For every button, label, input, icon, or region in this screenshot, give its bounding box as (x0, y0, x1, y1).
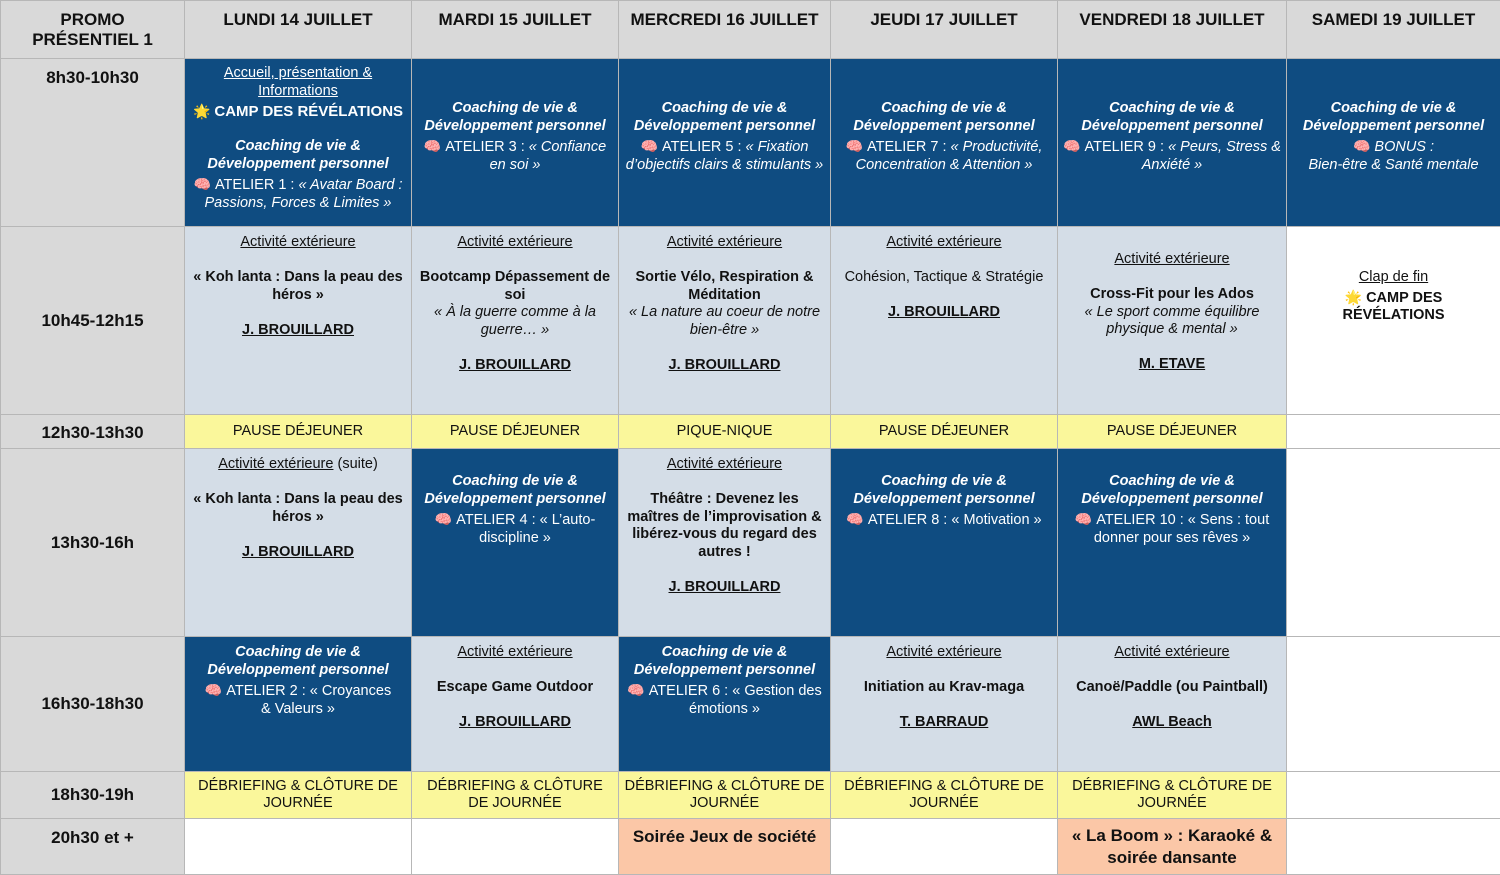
slot-thu-debrief[interactable]: DÉBRIEFING & CLÔTURE DE JOURNÉE (831, 772, 1058, 819)
brain-icon (627, 683, 648, 699)
brain-icon (1075, 512, 1096, 528)
time-label: 18h30-19h (1, 772, 185, 819)
coaching-line2: Développement personnel (1081, 117, 1263, 134)
day-header-wednesday: MERCREDI 16 JUILLET (619, 1, 831, 59)
slot-fri-lunch[interactable]: PAUSE DÉJEUNER (1058, 415, 1287, 449)
slot-row (1, 819, 1500, 875)
slot-mon-morning[interactable] (185, 59, 412, 227)
slot-wed-late-afternoon[interactable] (619, 637, 831, 772)
time-label: 12h30-13h30 (1, 415, 185, 449)
activity-title: « Koh lanta : Dans la peau des héros » (193, 269, 403, 303)
day-header-tuesday: MARDI 15 JUILLET (412, 1, 619, 59)
activity-title: Bootcamp Dépassement de soi (419, 269, 611, 303)
atelier-line: 🧠 ATELIER 8 : « Motivation » (836, 511, 1052, 530)
coaching-line1: Coaching de vie & (235, 138, 361, 154)
activity-title: Cohésion, Tactique & Stratégie (844, 269, 1044, 285)
atelier-line: 🧠 ATELIER 2 : « Croyances & Valeurs » (190, 682, 406, 718)
slot-sat-evening[interactable] (1287, 819, 1500, 875)
coaching-line2: Développement personnel (207, 661, 389, 678)
slot-sat-morning[interactable] (1287, 59, 1500, 227)
slot-fri-late-morning[interactable] (1058, 227, 1287, 415)
brain-icon (1353, 139, 1374, 155)
day-header-friday: VENDREDI 18 JUILLET (1058, 1, 1287, 59)
activity-label: Activité extérieure (666, 456, 783, 472)
slot-mon-late-morning[interactable] (185, 227, 412, 415)
coaching-line2: Développement personnel (1302, 117, 1485, 134)
activity-subtitle: « À la guerre comme à la guerre… » (434, 304, 596, 338)
instructor: J. BROUILLARD (668, 578, 781, 595)
coaching-line2: Développement personnel (207, 155, 389, 172)
camp-title: 🌟 CAMP DES RÉVÉLATIONS (190, 103, 406, 121)
atelier-line: 🧠 ATELIER 6 : « Gestion des émotions » (624, 682, 825, 718)
activity-label: Activité extérieure (457, 644, 573, 660)
slot-wed-evening[interactable]: Soirée Jeux de société (619, 819, 831, 875)
slot-fri-evening[interactable]: « La Boom » : Karaoké & soirée dansante (1058, 819, 1287, 875)
activity-title: Canoë/Paddle (ou Paintball) (1076, 679, 1268, 695)
atelier-line: 🧠 ATELIER 3 : « Confiance en soi » (417, 138, 613, 174)
slot-tue-late-morning[interactable] (412, 227, 619, 415)
accueil-text: Accueil, présentation & Informations (223, 65, 373, 99)
coaching-line2: Développement personnel (853, 490, 1035, 507)
day-header-saturday: SAMEDI 19 JUILLET (1287, 1, 1500, 59)
coaching-line1: Coaching de vie & (661, 644, 788, 660)
slot-tue-morning[interactable] (412, 59, 619, 227)
slot-row (1, 227, 1500, 415)
activity-title: Cross-Fit pour les Ados (1090, 286, 1254, 302)
slot-mon-debrief[interactable]: DÉBRIEFING & CLÔTURE DE JOURNÉE (185, 772, 412, 819)
slot-sat-late-morning[interactable] (1287, 227, 1500, 415)
activity-title: « Koh lanta : Dans la peau des héros » (193, 491, 403, 525)
instructor: T. BARRAUD (899, 714, 989, 730)
slot-thu-lunch[interactable]: PAUSE DÉJEUNER (831, 415, 1058, 449)
activity-label-line: Activité extérieure (suite) (218, 456, 378, 472)
activity-label: Activité extérieure (666, 234, 783, 250)
slot-mon-evening[interactable] (185, 819, 412, 875)
activity-title: Théâtre : Devenez les maîtres de l’improvisation & libérez-vous du regard des autres ! (627, 491, 822, 560)
slot-wed-morning[interactable] (619, 59, 831, 227)
slot-thu-evening[interactable] (831, 819, 1058, 875)
brain-icon (424, 139, 445, 155)
slot-mon-afternoon[interactable] (185, 449, 412, 637)
bonus-line: 🧠 BONUS : (1292, 138, 1495, 157)
slot-sat-lunch[interactable] (1287, 415, 1500, 449)
slot-row (1, 637, 1500, 772)
coaching-line1: Coaching de vie & (235, 644, 361, 660)
activity-label: Activité extérieure (886, 644, 1002, 660)
coaching-line1: Coaching de vie & (661, 100, 788, 116)
coaching-line1: Coaching de vie & (1109, 473, 1235, 489)
header-row (1, 1, 1500, 59)
time-label: 16h30-18h30 (1, 637, 185, 772)
time-label: 10h45-12h15 (1, 227, 185, 415)
brain-icon (846, 512, 867, 528)
atelier-line: 🧠 ATELIER 1 : « Avatar Board : Passions, Forces & Limites » (190, 176, 406, 212)
coaching-line1: Coaching de vie & (452, 473, 578, 489)
coaching-line2: Développement personnel (633, 661, 816, 678)
coaching-line2: Développement personnel (424, 117, 606, 134)
slot-fri-afternoon[interactable] (1058, 449, 1287, 637)
slot-tue-debrief[interactable]: DÉBRIEFING & CLÔTURE DE JOURNÉE (412, 772, 619, 819)
coaching-line2: Développement personnel (424, 490, 606, 507)
coaching-line1: Coaching de vie & (452, 100, 578, 116)
activity-subtitle: « La nature au coeur de notre bien-être » (628, 304, 821, 338)
day-header-monday: LUNDI 14 JUILLET (185, 1, 412, 59)
bonus-detail: Bien-être & Santé mentale (1308, 156, 1479, 173)
activity-label: Activité extérieure (886, 234, 1002, 250)
atelier-line: 🧠 ATELIER 10 : « Sens : tout donner pour ses rêves » (1063, 511, 1281, 547)
atelier-line: 🧠 ATELIER 9 : « Peurs, Stress & Anxiété » (1063, 138, 1281, 174)
brain-icon (205, 683, 226, 699)
brain-icon (641, 139, 662, 155)
activity-title: Initiation au Krav-maga (863, 679, 1025, 695)
activity-label: Activité extérieure (1114, 251, 1230, 267)
instructor: J. BROUILLARD (242, 543, 354, 560)
slot-mon-lunch[interactable]: PAUSE DÉJEUNER (185, 415, 412, 449)
brain-icon (194, 177, 215, 193)
coaching-line2: Développement personnel (1081, 490, 1263, 507)
slot-sat-debrief[interactable] (1287, 772, 1500, 819)
slot-row (1, 449, 1500, 637)
time-label: 8h30-10h30 (1, 59, 185, 227)
slot-fri-late-afternoon[interactable] (1058, 637, 1287, 772)
slot-wed-debrief[interactable]: DÉBRIEFING & CLÔTURE DE JOURNÉE (619, 772, 831, 819)
atelier-line: 🧠 ATELIER 7 : « Productivité, Concentration & Attention » (836, 138, 1052, 174)
activity-label: Activité extérieure (457, 234, 573, 250)
coaching-line2: Développement personnel (853, 117, 1035, 134)
slot-fri-morning[interactable] (1058, 59, 1287, 227)
coaching-line1: Coaching de vie & (1109, 100, 1235, 116)
brain-icon (846, 139, 867, 155)
activity-title: Escape Game Outdoor (436, 679, 594, 695)
slot-wed-late-morning[interactable] (619, 227, 831, 415)
slot-wed-lunch[interactable]: PIQUE-NIQUE (619, 415, 831, 449)
atelier-line: 🧠 ATELIER 4 : « L’auto-discipline » (417, 511, 613, 547)
time-label: 13h30-16h (1, 449, 185, 637)
slot-tue-late-afternoon[interactable] (412, 637, 619, 772)
activity-subtitle: « Le sport comme équilibre physique & mental » (1084, 303, 1260, 337)
slot-wed-afternoon[interactable] (619, 449, 831, 637)
brain-icon (435, 512, 456, 528)
slot-thu-morning[interactable] (831, 59, 1058, 227)
instructor: J. BROUILLARD (459, 356, 571, 373)
slot-row (1, 59, 1500, 227)
slot-row (1, 415, 1500, 449)
brain-icon (1063, 139, 1084, 155)
instructor: J. BROUILLARD (242, 321, 354, 338)
instructor: J. BROUILLARD (888, 304, 1000, 320)
instructor: J. BROUILLARD (668, 356, 781, 373)
instructor: M. ETAVE (1138, 356, 1206, 372)
camp-title: 🌟 CAMP DES RÉVÉLATIONS (1292, 287, 1495, 325)
promo-header: PROMO PRÉSENTIEL 1 (1, 1, 185, 59)
slot-mon-late-afternoon[interactable] (185, 637, 412, 772)
activity-label: Activité extérieure (1114, 644, 1230, 660)
slot-thu-late-afternoon[interactable] (831, 637, 1058, 772)
slot-fri-debrief[interactable]: DÉBRIEFING & CLÔTURE DE JOURNÉE (1058, 772, 1287, 819)
instructor: AWL Beach (1132, 714, 1212, 730)
activity-label: Activité extérieure (240, 234, 356, 250)
time-label: 20h30 et + (1, 819, 185, 875)
slot-tue-evening[interactable] (412, 819, 619, 875)
activity-title: Sortie Vélo, Respiration & Méditation (635, 269, 814, 303)
slot-tue-lunch[interactable]: PAUSE DÉJEUNER (412, 415, 619, 449)
coaching-line1: Coaching de vie & (881, 473, 1007, 489)
slot-thu-afternoon[interactable] (831, 449, 1058, 637)
slot-row (1, 772, 1500, 819)
slot-sat-afternoon[interactable] (1287, 449, 1500, 637)
clap-text: Clap de fin (1358, 269, 1429, 285)
coaching-line1: Coaching de vie & (881, 100, 1007, 116)
day-header-thursday: JEUDI 17 JUILLET (831, 1, 1058, 59)
slot-thu-late-morning[interactable] (831, 227, 1058, 415)
coaching-line2: Développement personnel (633, 117, 816, 134)
atelier-line: 🧠 ATELIER 5 : « Fixation d’objectifs clairs & stimulants » (624, 138, 825, 174)
slot-tue-afternoon[interactable] (412, 449, 619, 637)
coaching-line1: Coaching de vie & (1330, 100, 1457, 116)
slot-sat-late-afternoon[interactable] (1287, 637, 1500, 772)
instructor: J. BROUILLARD (459, 714, 571, 730)
